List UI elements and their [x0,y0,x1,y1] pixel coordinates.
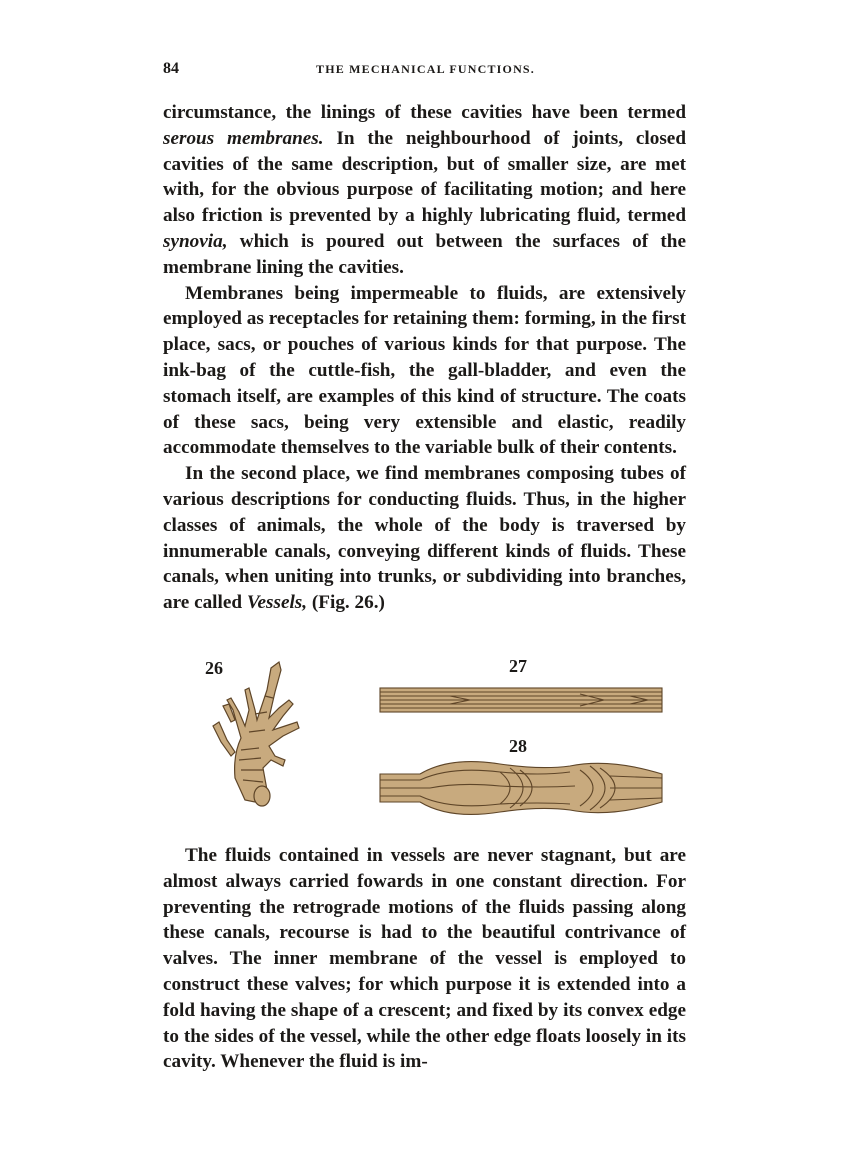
body-text-bottom [163,843,686,1075]
page-header [163,60,688,84]
text-run: which is poured out between the surfaces of the membrane lining the cavities. [163,230,686,278]
text-run: Membranes being impermeable to fluids, are extensively employed as receptacles for retaining them: forming, in the first place, sacs, or pouches of various kinds for that purpose. The ink-bag of the cuttle-fish, the gall-bladder, and even the stomach itself, are examples of this kind of structure. The coats of these sacs, being very extensible and elastic, readily accommodate themselves to the variable bulk of their contents. [163,282,686,459]
text-run: circumstance, the linings of these cavities have been termed [163,102,686,123]
figure-26-label: 26 [205,658,223,678]
figure-28-valved-vessel [380,756,665,820]
italic-term: Vessels, [246,592,308,614]
paragraph [163,281,686,462]
figure-28-label: 28 [509,736,527,756]
paragraph [163,843,686,1075]
italic-term: synovia, [163,230,228,252]
text-run: In the second place, we find membranes composing tubes of various descriptions for conducting fluids. Thus, in the higher classes of animals, the whole of the body is traversed by innumerable canals, conveying different kinds of fluids. These canals, when uniting into trunks, or subdividing into branches, are called [163,463,686,614]
page-number: 84 [163,60,179,77]
paragraph [163,100,686,281]
text-run: (Fig. 26.) [307,592,385,614]
figure-27-straight-vessel [380,684,665,720]
running-title: THE MECHANICAL FUNCTIONS. [315,62,536,76]
figure-26-branching-vessel [205,660,315,810]
text-run: In the neighbourhood of joints, closed cavities of the same description, but of smaller size, are met with, for the obvious purpose of facilitating motion; and here also friction is prevented by a highly lubricating fluid, termed [163,127,686,227]
italic-term: serous membranes. [163,127,324,149]
body-text-top [163,100,686,616]
figure-27-label: 27 [509,656,527,676]
paragraph [163,461,686,616]
figures-area [195,650,675,840]
text-run: The fluids contained in vessels are never stagnant, but are almost always carried fowards in one constant direction. For preventing the retrograde motions of the fluids passing along these canals, recourse is had to the beautiful contrivance of valves. The inner membrane of the vessel is employed to construct these valves; for which purpose it is extended into a fold having the shape of a crescent; and fixed by its convex edge to the sides of the vessel, while the other edge floats loosely in its cavity. Whenever the fluid is im- [163,845,686,1073]
